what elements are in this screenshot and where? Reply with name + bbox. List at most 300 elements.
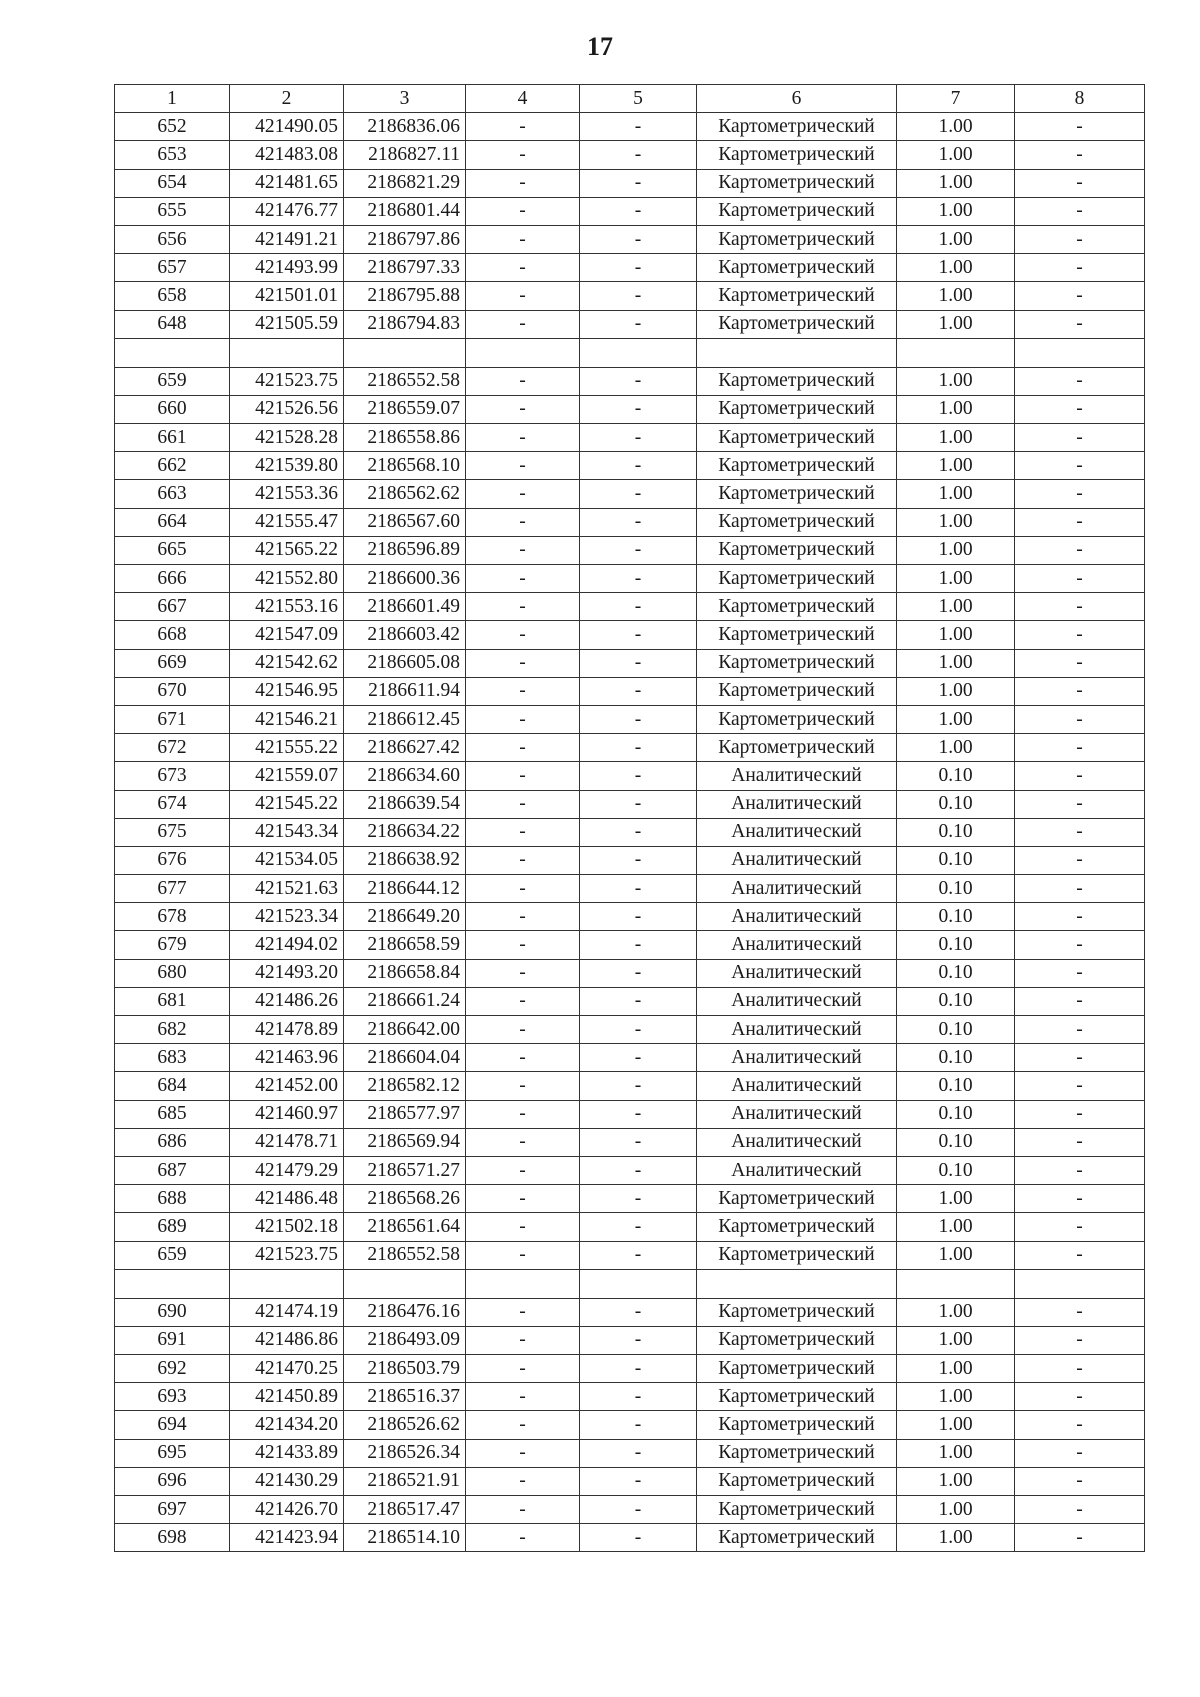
table-cell: - [580,565,697,593]
table-cell: - [580,790,697,818]
table-cell: - [1015,452,1145,480]
table-cell: 421565.22 [230,536,344,564]
table-cell: - [580,1100,697,1128]
table-row [115,1044,1145,1072]
table-cell: 421555.22 [230,734,344,762]
table-cell: - [466,621,580,649]
table-cell: 1.00 [897,480,1015,508]
table-cell: - [1015,1383,1145,1411]
table-cell: 2186516.37 [344,1383,466,1411]
table-cell: 1.00 [897,621,1015,649]
table-cell: - [1015,141,1145,169]
table-cell: Картометрический [697,1383,897,1411]
table-row [115,225,1145,253]
table-cell: Картометрический [697,1467,897,1495]
table-row [115,705,1145,733]
table-cell: 2186612.45 [344,705,466,733]
table-cell: 421460.97 [230,1100,344,1128]
table-cell [580,338,697,367]
table-cell: 667 [115,593,230,621]
table-cell: 2186567.60 [344,508,466,536]
table-cell [466,338,580,367]
table-cell: Аналитический [697,959,897,987]
table-cell: 672 [115,734,230,762]
table-cell: - [580,1128,697,1156]
table-cell: - [580,508,697,536]
table-cell: 2186658.84 [344,959,466,987]
table-cell: 0.10 [897,1044,1015,1072]
table-cell: 2186503.79 [344,1355,466,1383]
table-cell [230,338,344,367]
table-cell: 421553.16 [230,593,344,621]
table-cell: - [466,1016,580,1044]
table-cell: - [1015,1100,1145,1128]
table-cell: Картометрический [697,1298,897,1326]
table-cell: - [466,818,580,846]
table-cell: 0.10 [897,790,1015,818]
table-cell: Картометрический [697,734,897,762]
table-cell: - [580,1241,697,1269]
table-cell: 1.00 [897,197,1015,225]
table-cell: 421553.36 [230,480,344,508]
table-cell: - [466,1439,580,1467]
table-cell: 1.00 [897,1213,1015,1241]
table-cell: - [466,452,580,480]
table-cell: 663 [115,480,230,508]
table-row [115,452,1145,480]
table-cell: Аналитический [697,903,897,931]
table-cell: 689 [115,1213,230,1241]
table-cell: - [1015,959,1145,987]
table-cell: 1.00 [897,424,1015,452]
table-cell: - [580,1185,697,1213]
table-row [115,959,1145,987]
table-cell: - [580,1156,697,1184]
table-cell: 674 [115,790,230,818]
table-cell: 1.00 [897,1355,1015,1383]
table-cell: 692 [115,1355,230,1383]
table-cell: - [1015,1185,1145,1213]
table-cell: 2186827.11 [344,141,466,169]
table-cell: - [580,452,697,480]
table-cell: - [580,1298,697,1326]
table-cell: 673 [115,762,230,790]
table-cell: - [466,480,580,508]
column-header: 3 [344,85,466,113]
table-cell: Картометрический [697,197,897,225]
table-cell: - [580,593,697,621]
table-cell: Аналитический [697,1128,897,1156]
table-cell: 2186568.26 [344,1185,466,1213]
table-cell: 421546.95 [230,677,344,705]
table-cell: - [580,1326,697,1354]
table-cell: 2186801.44 [344,197,466,225]
table-cell: - [1015,225,1145,253]
table-cell: - [466,1496,580,1524]
table-cell: - [466,1100,580,1128]
table-cell: 658 [115,282,230,310]
table-cell: 684 [115,1072,230,1100]
table-row [115,987,1145,1015]
table-cell: Картометрический [697,169,897,197]
table-cell: 1.00 [897,254,1015,282]
table-cell: - [580,1072,697,1100]
table-cell: - [580,987,697,1015]
table-cell: 0.10 [897,846,1015,874]
table-cell: 2186661.24 [344,987,466,1015]
table-cell: 1.00 [897,565,1015,593]
table-cell: - [580,282,697,310]
table-cell: Картометрический [697,480,897,508]
header-row [115,85,1145,113]
table-cell: 2186559.07 [344,395,466,423]
table-cell: - [1015,1467,1145,1495]
table-cell: 676 [115,846,230,874]
table-cell: 2186642.00 [344,1016,466,1044]
table-cell: 0.10 [897,1072,1015,1100]
table-cell: - [1015,169,1145,197]
table-cell: Картометрический [697,508,897,536]
table-cell [897,1269,1015,1298]
table-cell: - [1015,1524,1145,1552]
table-cell: - [1015,1241,1145,1269]
table-cell: 421523.75 [230,367,344,395]
table-cell: 1.00 [897,367,1015,395]
table-cell: 1.00 [897,282,1015,310]
table-row [115,621,1145,649]
table-cell: 2186601.49 [344,593,466,621]
table-cell: Аналитический [697,818,897,846]
table-cell: - [580,1016,697,1044]
table-cell: Картометрический [697,424,897,452]
table-cell: Аналитический [697,1156,897,1184]
table-cell: 421481.65 [230,169,344,197]
table-cell: 2186634.60 [344,762,466,790]
table-row [115,818,1145,846]
table-row [115,141,1145,169]
table-cell: Картометрический [697,1524,897,1552]
table-cell: 2186561.64 [344,1213,466,1241]
table-cell: 2186582.12 [344,1072,466,1100]
table-cell: - [1015,1355,1145,1383]
table-cell: 690 [115,1298,230,1326]
table-cell: 2186639.54 [344,790,466,818]
table-cell: 693 [115,1383,230,1411]
table-cell: - [580,480,697,508]
table-cell: 2186493.09 [344,1326,466,1354]
table-cell: 421539.80 [230,452,344,480]
table-cell: 2186794.83 [344,310,466,338]
table-row [115,1156,1145,1184]
table-cell [344,338,466,367]
table-row [115,1072,1145,1100]
table-cell: - [466,536,580,564]
table-cell: 653 [115,141,230,169]
table-cell: 421526.56 [230,395,344,423]
table-cell: - [1015,395,1145,423]
table-cell: Картометрический [697,452,897,480]
table-cell: 1.00 [897,536,1015,564]
table-cell: Картометрический [697,1439,897,1467]
table-cell: 1.00 [897,1326,1015,1354]
table-cell: - [580,395,697,423]
column-header: 1 [115,85,230,113]
table-cell: 0.10 [897,1128,1015,1156]
table-cell: 659 [115,1241,230,1269]
table-cell: 0.10 [897,903,1015,931]
table-cell: Картометрический [697,621,897,649]
table-cell: 680 [115,959,230,987]
table-cell: 421450.89 [230,1383,344,1411]
table-cell: - [466,705,580,733]
table-cell: 688 [115,1185,230,1213]
table-cell: 2186517.47 [344,1496,466,1524]
table-cell: 421552.80 [230,565,344,593]
table-row [115,1241,1145,1269]
table-cell: 1.00 [897,1439,1015,1467]
table-cell: 2186638.92 [344,846,466,874]
table-cell: 1.00 [897,1467,1015,1495]
column-header: 2 [230,85,344,113]
table-cell: 0.10 [897,875,1015,903]
table-cell: 421523.75 [230,1241,344,1269]
table-cell: - [466,875,580,903]
table-cell: - [580,310,697,338]
table-cell: 421478.89 [230,1016,344,1044]
table-cell: Картометрический [697,282,897,310]
table-cell: - [1015,846,1145,874]
table-cell: 2186821.29 [344,169,466,197]
table-row [115,734,1145,762]
table-row [115,931,1145,959]
table-cell: Картометрический [697,254,897,282]
table-row [115,565,1145,593]
table-row [115,395,1145,423]
table-cell: 2186797.33 [344,254,466,282]
table-cell: 1.00 [897,225,1015,253]
table-cell: - [466,846,580,874]
table-cell: 677 [115,875,230,903]
table-row [115,1439,1145,1467]
table-cell: Картометрический [697,225,897,253]
table-cell: - [466,959,580,987]
table-cell: - [580,621,697,649]
table-cell: 1.00 [897,452,1015,480]
table-cell: 2186605.08 [344,649,466,677]
table-cell: Картометрический [697,536,897,564]
table-row [115,875,1145,903]
table-cell: - [580,959,697,987]
table-cell: 2186552.58 [344,367,466,395]
table-cell: 694 [115,1411,230,1439]
table-cell: - [1015,931,1145,959]
table-row [115,1524,1145,1552]
table-cell: 421479.29 [230,1156,344,1184]
table-cell: Картометрический [697,1411,897,1439]
table-cell: - [466,1524,580,1552]
table-cell: 686 [115,1128,230,1156]
table-cell: Картометрический [697,565,897,593]
table-cell: - [1015,565,1145,593]
table-cell: - [466,1185,580,1213]
table-cell: 665 [115,536,230,564]
table-cell: - [580,113,697,141]
table-cell: - [466,1156,580,1184]
table-cell: 1.00 [897,649,1015,677]
table-cell: - [466,762,580,790]
table-cell: - [466,113,580,141]
table-cell: 697 [115,1496,230,1524]
table-cell: 1.00 [897,1241,1015,1269]
table-cell: - [1015,424,1145,452]
table-cell: 421505.59 [230,310,344,338]
table-cell: - [580,818,697,846]
table-cell: Картометрический [697,1355,897,1383]
table-row [115,169,1145,197]
table-cell: 687 [115,1156,230,1184]
table-cell: - [580,1213,697,1241]
table-cell: Аналитический [697,1016,897,1044]
table-cell: Картометрический [697,113,897,141]
table-cell: 2186514.10 [344,1524,466,1552]
table-cell: Аналитический [697,875,897,903]
table-row [115,310,1145,338]
table-cell: - [1015,1156,1145,1184]
table-cell: 681 [115,987,230,1015]
table-cell: 2186526.34 [344,1439,466,1467]
table-cell: - [1015,113,1145,141]
table-cell: - [466,593,580,621]
table-cell: - [580,705,697,733]
table-cell: 655 [115,197,230,225]
table-cell: 1.00 [897,1383,1015,1411]
table-cell: 0.10 [897,931,1015,959]
table-cell: - [1015,903,1145,931]
table-cell: 421528.28 [230,424,344,452]
table-cell: Аналитический [697,931,897,959]
table-cell: 654 [115,169,230,197]
table-cell: 1.00 [897,1411,1015,1439]
table-cell: - [1015,310,1145,338]
table-cell: 668 [115,621,230,649]
table-cell: 1.00 [897,593,1015,621]
table-cell: 1.00 [897,508,1015,536]
table-cell: 421521.63 [230,875,344,903]
table-cell: 421502.18 [230,1213,344,1241]
table-cell: 2186596.89 [344,536,466,564]
table-cell: 421486.48 [230,1185,344,1213]
table-cell: 1.00 [897,310,1015,338]
table-cell: - [580,141,697,169]
table-cell [1015,1269,1145,1298]
table-cell: 2186649.20 [344,903,466,931]
table-cell: 698 [115,1524,230,1552]
table-cell: - [1015,197,1145,225]
table-cell: - [1015,282,1145,310]
table-row [115,1213,1145,1241]
table-cell: 2186797.86 [344,225,466,253]
table-cell [697,1269,897,1298]
table-cell: Картометрический [697,367,897,395]
table-cell: 2186526.62 [344,1411,466,1439]
table-row [115,1185,1145,1213]
table-row [115,254,1145,282]
table-cell: - [466,225,580,253]
table-cell: 421493.20 [230,959,344,987]
table-cell: 2186836.06 [344,113,466,141]
table-cell: Картометрический [697,677,897,705]
table-cell: 2186521.91 [344,1467,466,1495]
table-cell: - [466,1044,580,1072]
table-row [115,903,1145,931]
table-row [115,1411,1145,1439]
table-row [115,593,1145,621]
table-cell: 2186658.59 [344,931,466,959]
table-cell: - [1015,536,1145,564]
table-cell: 657 [115,254,230,282]
table-cell [466,1269,580,1298]
table-cell: - [580,1496,697,1524]
column-header: 5 [580,85,697,113]
coordinates-table [114,84,1145,1552]
table-cell [230,1269,344,1298]
separator-row [115,1269,1145,1298]
table-cell [897,338,1015,367]
table-row [115,846,1145,874]
table-cell: - [580,649,697,677]
table-cell: Аналитический [697,1100,897,1128]
table-cell: - [466,790,580,818]
column-header: 6 [697,85,897,113]
table-cell: 2186600.36 [344,565,466,593]
table-cell: - [580,367,697,395]
table-cell: - [1015,987,1145,1015]
table-cell: - [1015,875,1145,903]
table-cell: - [466,508,580,536]
table-cell: 656 [115,225,230,253]
table-cell: Картометрический [697,1241,897,1269]
table-cell: 670 [115,677,230,705]
table-row [115,1100,1145,1128]
table-cell: 421423.94 [230,1524,344,1552]
table-cell: 0.10 [897,987,1015,1015]
table-cell: Аналитический [697,762,897,790]
table-cell [115,338,230,367]
table-cell: - [1015,1128,1145,1156]
table-cell: 421523.34 [230,903,344,931]
table-cell: - [1015,1044,1145,1072]
table-cell: - [466,565,580,593]
table-row [115,197,1145,225]
table-cell: - [466,254,580,282]
table-cell: 2186627.42 [344,734,466,762]
table-cell: 421546.21 [230,705,344,733]
table-cell: 691 [115,1326,230,1354]
table-cell: 1.00 [897,677,1015,705]
table-cell: Аналитический [697,1044,897,1072]
table-cell: 2186562.62 [344,480,466,508]
table-cell: - [580,254,697,282]
table-cell: - [1015,1213,1145,1241]
table-cell: 682 [115,1016,230,1044]
table-cell: Аналитический [697,790,897,818]
table-cell: - [1015,254,1145,282]
table-cell: - [466,677,580,705]
table-cell: - [1015,734,1145,762]
table-cell: - [466,1326,580,1354]
table-cell: - [580,1524,697,1552]
table-cell: - [1015,1016,1145,1044]
